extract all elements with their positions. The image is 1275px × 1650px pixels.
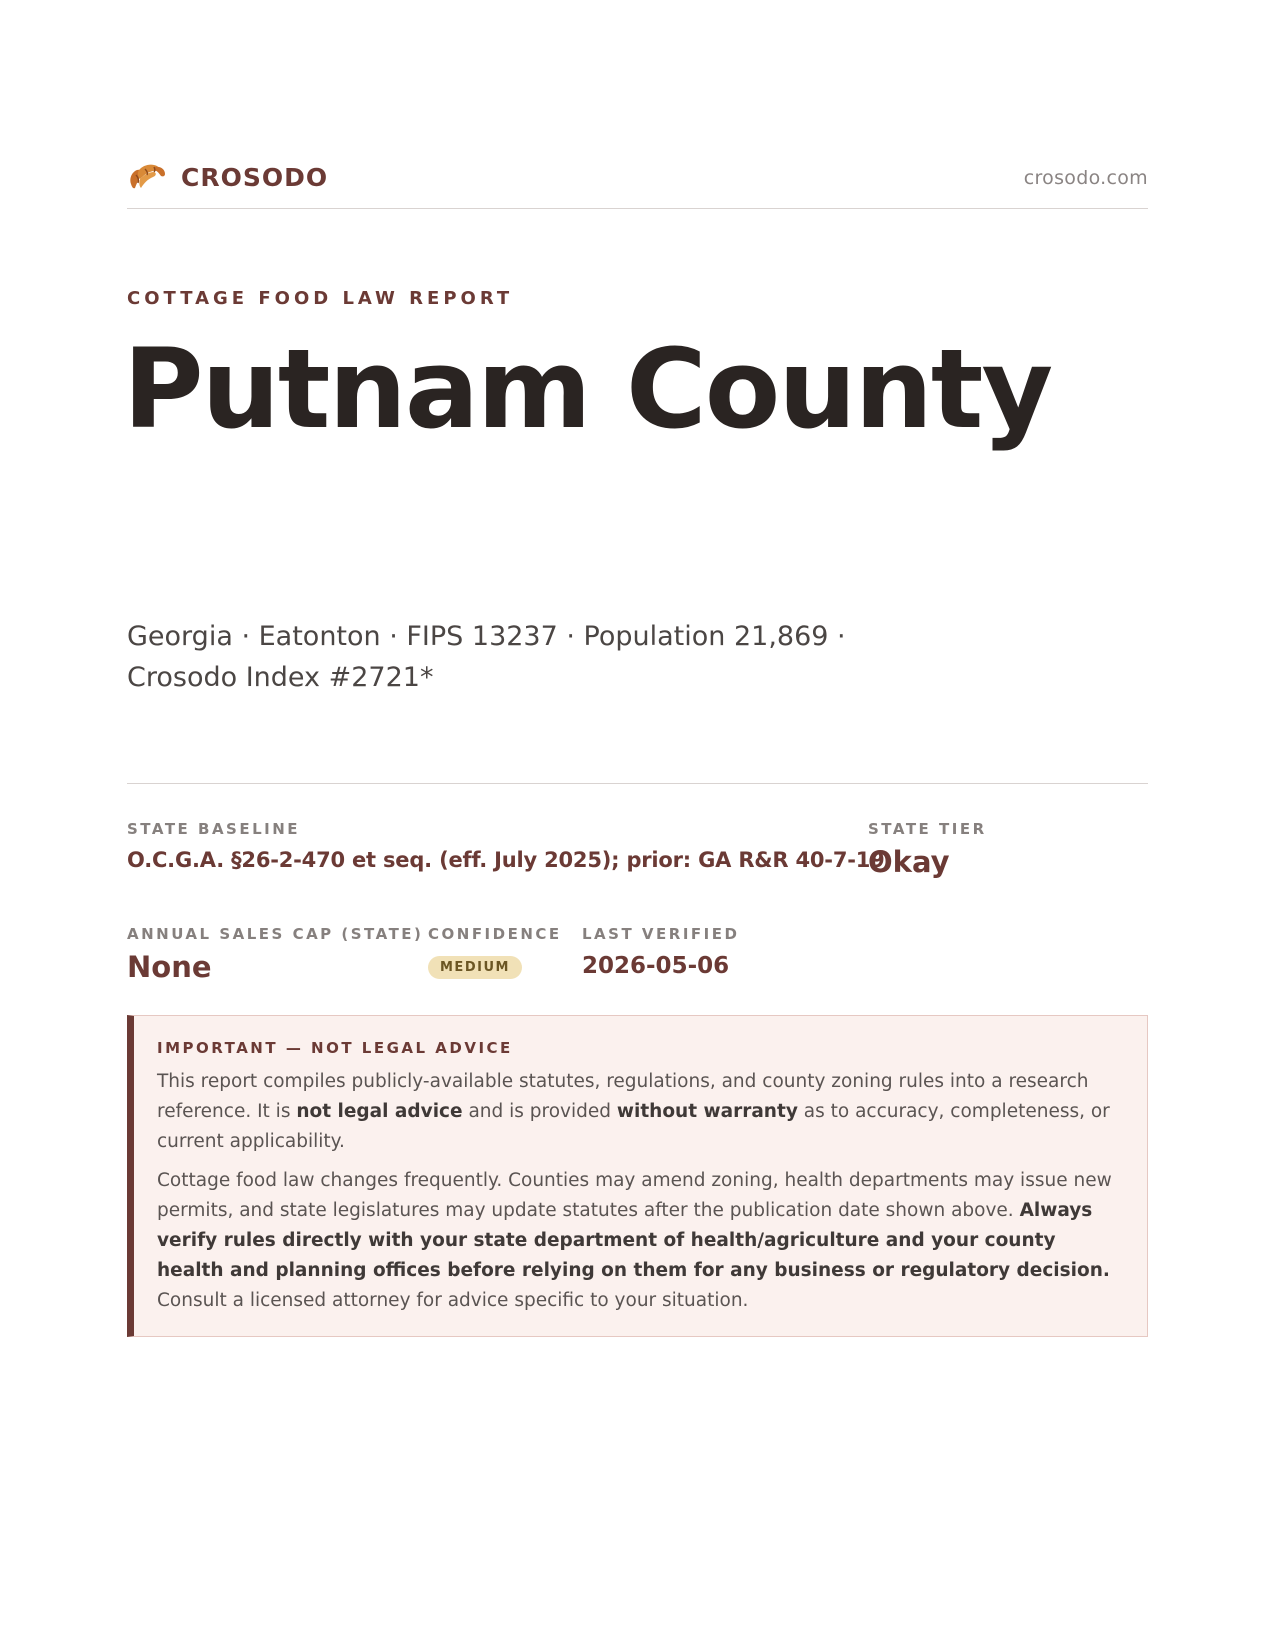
fact-label: ANNUAL SALES CAP (STATE) <box>127 925 424 943</box>
fact-last-verified <box>582 925 739 979</box>
notice-emphasis: without warranty <box>616 1101 798 1122</box>
notice-paragraph <box>157 1067 1121 1157</box>
page-title: Putnam County <box>123 325 1052 453</box>
fact-label: STATE TIER <box>868 820 987 838</box>
croissant-icon <box>127 158 167 196</box>
brand[interactable] <box>127 158 328 196</box>
notice-text: Cottage food law changes frequently. Counties may amend zoning, health departments may issue new permits, and state legislatures may update statutes after the publication date shown above. <box>157 1170 1112 1221</box>
notice-paragraph <box>157 1166 1121 1316</box>
legal-notice <box>127 1015 1148 1337</box>
notice-text: as to accuracy, completeness, or current applicability. <box>157 1101 1110 1152</box>
fact-label: LAST VERIFIED <box>582 925 740 943</box>
notice-text: Consult a licensed attorney for advice specific to your situation. <box>157 1290 749 1311</box>
fact-value: None <box>127 950 212 984</box>
report-eyebrow: COTTAGE FOOD LAW REPORT <box>127 288 514 309</box>
notice-emphasis: not legal advice <box>296 1101 463 1122</box>
fact-value: Okay <box>868 845 950 879</box>
notice-text: and is provided <box>462 1101 617 1122</box>
notice-text: This report compiles publicly-available statutes, regulations, and county zoning rules into a research reference. It is <box>157 1071 1089 1122</box>
fact-state-tier <box>868 820 987 879</box>
section-divider <box>127 783 1148 784</box>
page-header <box>127 158 1148 209</box>
report-subtitle: Georgia · Eatonton · FIPS 13237 · Population 21,869 · Crosodo Index #2721* <box>127 621 846 693</box>
fact-sales-cap <box>127 925 423 984</box>
site-url-link[interactable]: crosodo.com <box>1023 167 1148 189</box>
confidence-badge: MEDIUM <box>428 956 522 979</box>
notice-emphasis: Always verify rules directly with your state department of health/agriculture and your county health and planning offices before relying on them for any business or regulatory decision. <box>157 1200 1110 1281</box>
brand-name: CROSODO <box>181 162 329 192</box>
fact-label: CONFIDENCE <box>428 925 562 943</box>
fact-state-baseline <box>127 820 885 872</box>
fact-value: 2026-05-06 <box>582 953 730 979</box>
fact-value: O.C.G.A. §26-2-470 et seq. (eff. July 2025); prior: GA R&R 40-7-19 <box>127 848 885 872</box>
fact-confidence <box>428 925 562 979</box>
fact-label: STATE BASELINE <box>127 820 301 838</box>
notice-title: IMPORTANT — NOT LEGAL ADVICE <box>157 1039 513 1057</box>
